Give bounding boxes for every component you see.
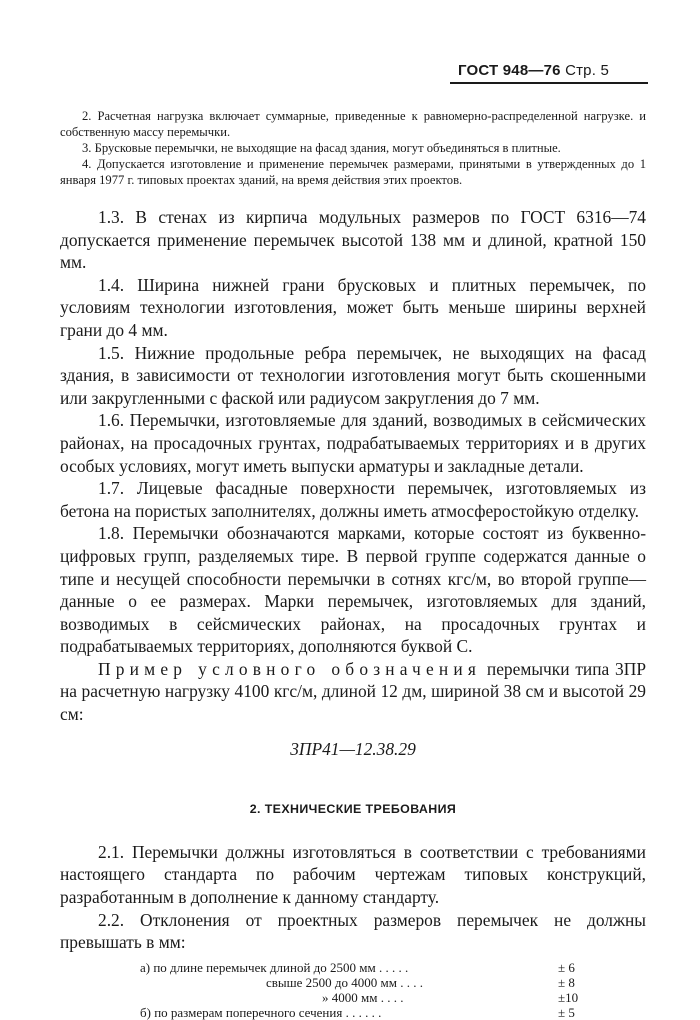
tolerance-row (60, 990, 646, 1005)
tolerance-value: ± 5 (558, 1004, 575, 1020)
page-number: Стр. 5 (565, 62, 609, 79)
paragraph-2-1: 2.1. Перемычки должны изготовляться в соответствии с требованиями настоящего стандарта по рабочим чертежам типовых конструкций, разработанным в дополнение к данному стандарту. (60, 841, 646, 908)
paragraph-1-3: 1.3. В стенах из кирпича модульных размеров по ГОСТ 6316—74 допускается применение перемычек высотой 138 мм и длиной, кратной 150 мм. (60, 207, 646, 273)
note-2: 2. Расчетная нагрузка включает суммарные, приведенные к равномерно-распределенной нагрузке. и собственную массу перемычки. (60, 109, 646, 139)
notes-block (60, 108, 646, 188)
paragraph-1-7: 1.7. Лицевые фасадные поверхности перемычек, изготовляемых из бетона на пористых заполнителях, должны иметь атмосферостойкую отделку. (60, 478, 646, 521)
tolerance-label: свыше 2500 до 4000 мм . . . . (266, 974, 423, 990)
example-designation: 3ПР41—12.38.29 (290, 738, 416, 759)
standard-code: ГОСТ 948—76 (458, 62, 561, 79)
tolerance-list (60, 960, 646, 1020)
tolerance-row (60, 975, 646, 990)
paragraph-1-5: 1.5. Нижние продольные ребра перемычек, не выходящих на фасад здания, в зависимости от технологии изготовления могут быть скошенными или закругленными с фаской или радиусом закругления до 7 мм. (60, 342, 646, 408)
page-header (458, 62, 609, 79)
note-4: 4. Допускается изготовление и применение перемычек размерами, принятыми в утвержденных до 1 января 1977 г. типовых проектах зданий, на время действия этих проектов. (60, 157, 646, 187)
paragraph-1-8: 1.8. Перемычки обозначаются марками, которые состоят из буквенно-цифровых групп, разделяемых тире. В первой группе содержатся данные о типе и несущей способности перемычки в сотнях кгс/м, во второй группе—данные о ее размерах. Марки перемычек, изготовляемых для зданий, возводимых в сейсмических районах, на просадочных грунтах и подрабатываемых территориях, дополняются буквой С. (60, 523, 646, 657)
example-rest: перемычки типа 3ПР на расчетную нагрузку 4100 кгс/м, длиной 12 дм, шириной 38 см и высотой 29 см: (60, 658, 646, 725)
tolerance-label: а) по длине перемычек длиной до 2500 мм . . . . . (140, 959, 409, 975)
tolerance-label: » 4000 мм . . . . (322, 989, 404, 1005)
tolerance-row (60, 1005, 646, 1020)
note-3: 3. Брусковые перемычки, не выходящие на фасад здания, могут объединяться в плитные. (82, 141, 561, 155)
paragraph-2-2: 2.2. Отклонения от проектных размеров перемычек не должны превышать в мм: (60, 909, 646, 953)
header-rule (450, 82, 648, 84)
tolerance-label: б) по размерам поперечного сечения . . . . . . (140, 1004, 382, 1020)
tolerance-row (60, 960, 646, 975)
section-title: 2. ТЕХНИЧЕСКИЕ ТРЕБОВАНИЯ (249, 802, 457, 817)
tolerance-value: ± 8 (558, 974, 575, 990)
example-paragraph (60, 658, 646, 726)
tolerance-value: ±10 (558, 989, 579, 1005)
example-lead: Пример условного обозначения (98, 658, 482, 679)
main-text (60, 206, 646, 1020)
paragraph-1-4: 1.4. Ширина нижней грани брусковых и плитных перемычек, по условиям технологии изготовления, может быть меньше ширины верхней грани до 4 мм. (60, 274, 646, 340)
paragraph-1-6: 1.6. Перемычки, изготовляемые для зданий, возводимых в сейсмических районах, на просадочных грунтах, подрабатываемых территориях и в других особых условиях, могут иметь выпуски арматуры и закладные детали. (60, 410, 646, 476)
tolerance-value: ± 6 (558, 959, 575, 975)
